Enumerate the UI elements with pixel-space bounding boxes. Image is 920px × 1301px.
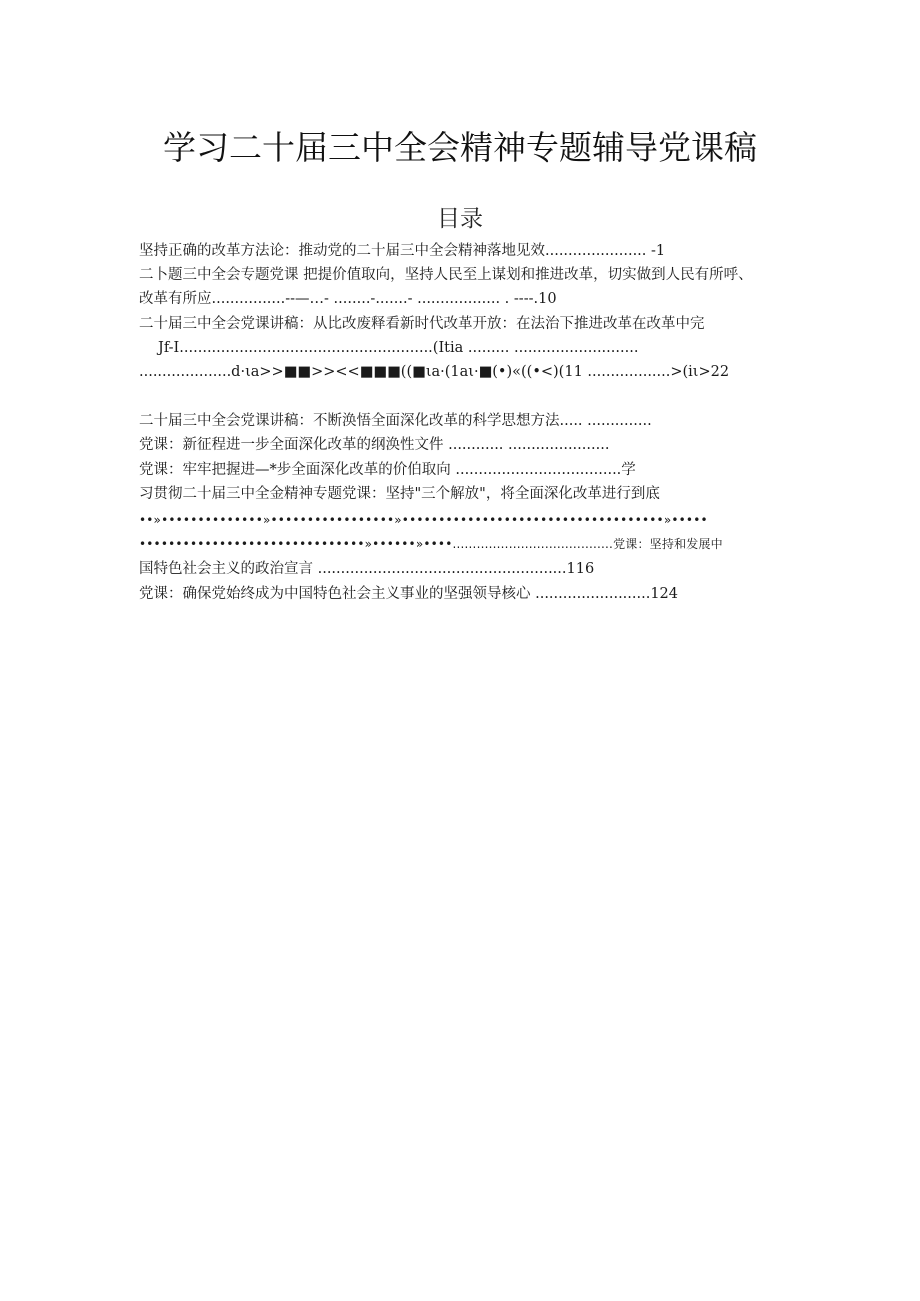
toc-entry[interactable]: 二卜题三中全会专题党课 把提价值取向，坚持人民至上谋划和推进改革，切实做到人民有所呼、 [139,267,753,283]
toc-entry-continuation[interactable]: ....................d·ιa>>■■>><<■■■((■ιa·(1aι·■(•)«((•<)(11 ..................>(iι>22 [139,364,730,380]
toc-entry[interactable]: 习贯彻二十届三中全金精神专题党课：坚持"三个解放"，将全面深化改革进行到底 [139,486,660,502]
toc-entry[interactable]: 二十届三中全会党课讲稿：从比改废释看新时代改革开放：在法治下推进改革在改革中完 [139,316,705,332]
toc-entry[interactable]: 党课：新征程进一步全面深化改革的纲涣性文件 ............ ...................... [139,437,610,453]
document-title: 学习二十届三中全会精神专题辅导党课稿 [163,128,757,167]
toc-entry-continuation[interactable]: ••»••••••••••••••»•••••••••••••••••»••••••••••••••••••••••••••••••••••••»••••• [139,513,708,527]
toc-entry[interactable]: 坚持正确的改革方法论：推动党的二十届三中全会精神落地见效...................... -1 [139,243,666,259]
toc-entry[interactable]: 党课：牢牢把握进—*步全面深化改革的价伯取向 ....................................学 [139,462,636,478]
toc-entry[interactable]: 二十届三中全会党课讲稿：不断涣悟全面深化改革的科学思想方法..... .............. [139,413,652,429]
toc-entry-continuation[interactable]: Jf-I.......................................................(Itia ......... ........................... [158,340,639,356]
toc-heading: 目录 [437,206,483,232]
toc-entry-continuation[interactable]: 改革有所应................--—…- ........-.......- .................. . ----.10 [139,291,557,307]
toc-entry[interactable]: •••••••••••••••••••••••••••••••»••••••»••••........................................党课：坚持和发展中 [139,537,723,551]
toc-entry[interactable]: 党课：确保党始终成为中国特色社会主义事业的坚强领导核心 .........................124 [139,586,679,602]
toc-entry-continuation[interactable]: 国特色社会主义的政治宣言 ......................................................116 [139,561,595,577]
